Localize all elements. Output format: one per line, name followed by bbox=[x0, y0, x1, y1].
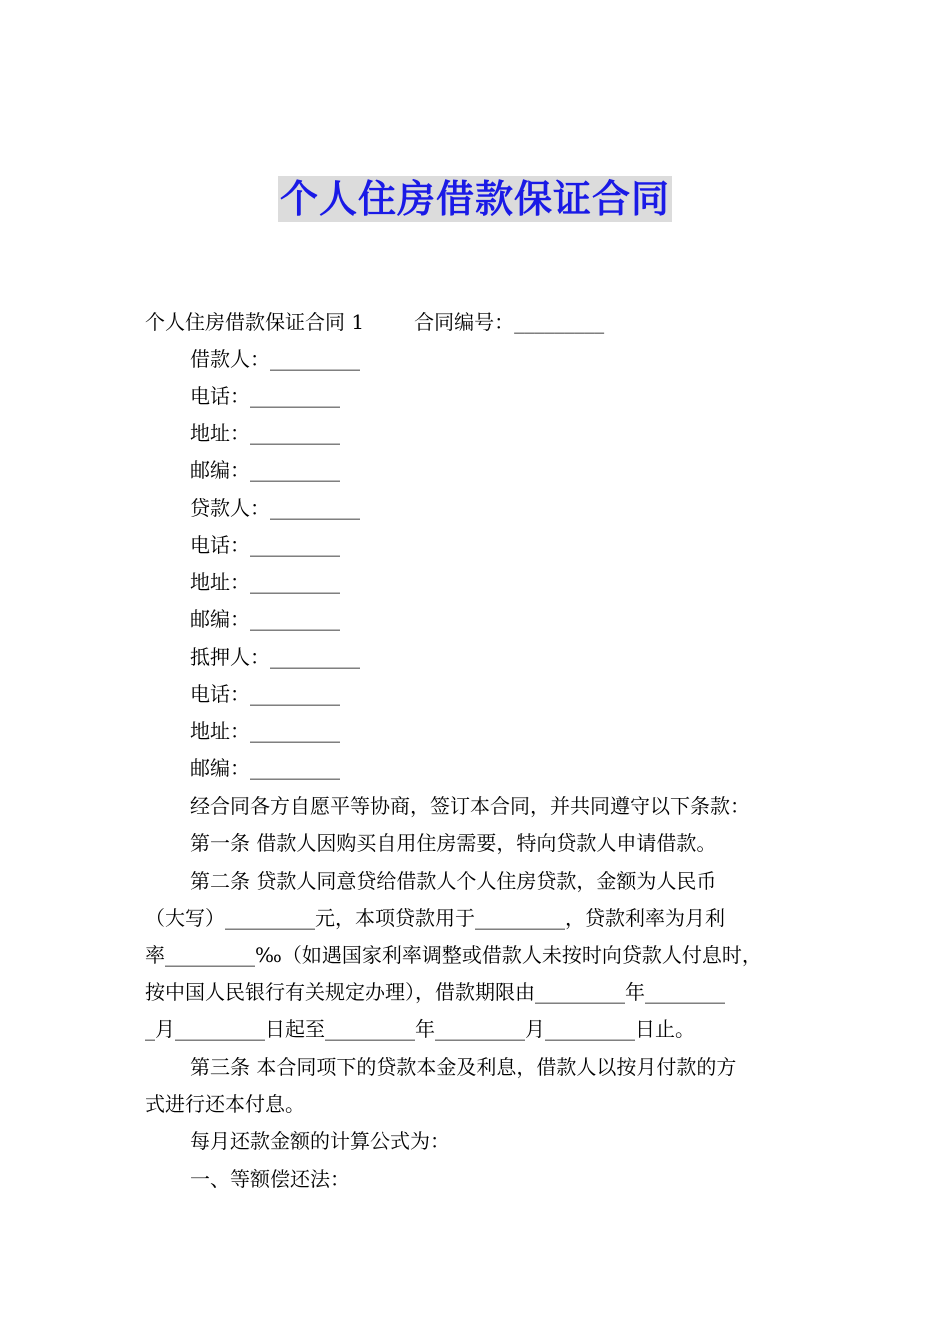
contract-name: 个人住房借款保证合同 1 bbox=[145, 310, 365, 334]
article-1: 第一条 借款人因购买自用住房需要，特向贷款人申请借款。 bbox=[190, 831, 717, 855]
field-mortgagor-postcode: 邮编：_________ bbox=[190, 756, 340, 780]
contract-number: 合同编号：_________ bbox=[414, 310, 605, 334]
header-line bbox=[145, 308, 825, 336]
article-2-line: 第二条 贷款人同意贷给借款人个人住房贷款，金额为人民币 bbox=[190, 869, 717, 893]
title-container bbox=[0, 176, 950, 222]
article-2-line: _月_________日起至_________年_________月_________日止。 bbox=[145, 1017, 695, 1041]
field-lender-address: 地址：_________ bbox=[190, 570, 340, 594]
field-lender: 贷款人：_________ bbox=[190, 496, 360, 520]
field-borrower: 借款人：_________ bbox=[190, 347, 360, 371]
article-2-line: （大写）_________元，本项贷款用于_________，贷款利率为月利 bbox=[145, 906, 725, 930]
field-lender-postcode: 邮编：_________ bbox=[190, 607, 340, 631]
article-2-line: 率_________‰（如遇国家利率调整或借款人未按时向贷款人付息时， bbox=[145, 943, 762, 967]
document-title: 个人住房借款保证合同 bbox=[279, 177, 670, 221]
field-mortgagor-address: 地址：_________ bbox=[190, 719, 340, 743]
field-borrower-address: 地址：_________ bbox=[190, 421, 340, 445]
field-lender-phone: 电话：_________ bbox=[190, 533, 340, 557]
method-1-heading: 一、等额偿还法： bbox=[190, 1167, 350, 1191]
article-3-line: 第三条 本合同项下的贷款本金及利息，借款人以按月付款的方 bbox=[190, 1055, 737, 1079]
field-mortgagor: 抵押人：_________ bbox=[190, 645, 360, 669]
formula-heading: 每月还款金额的计算公式为： bbox=[190, 1129, 450, 1153]
field-borrower-postcode: 邮编：_________ bbox=[190, 458, 340, 482]
article-3-line: 式进行还本付息。 bbox=[145, 1092, 305, 1116]
intro-paragraph: 经合同各方自愿平等协商，签订本合同，并共同遵守以下条款： bbox=[190, 794, 750, 818]
field-mortgagor-phone: 电话：_________ bbox=[190, 682, 340, 706]
field-borrower-phone: 电话：_________ bbox=[190, 384, 340, 408]
article-2-line: 按中国人民银行有关规定办理），借款期限由_________年________ bbox=[145, 980, 725, 1004]
